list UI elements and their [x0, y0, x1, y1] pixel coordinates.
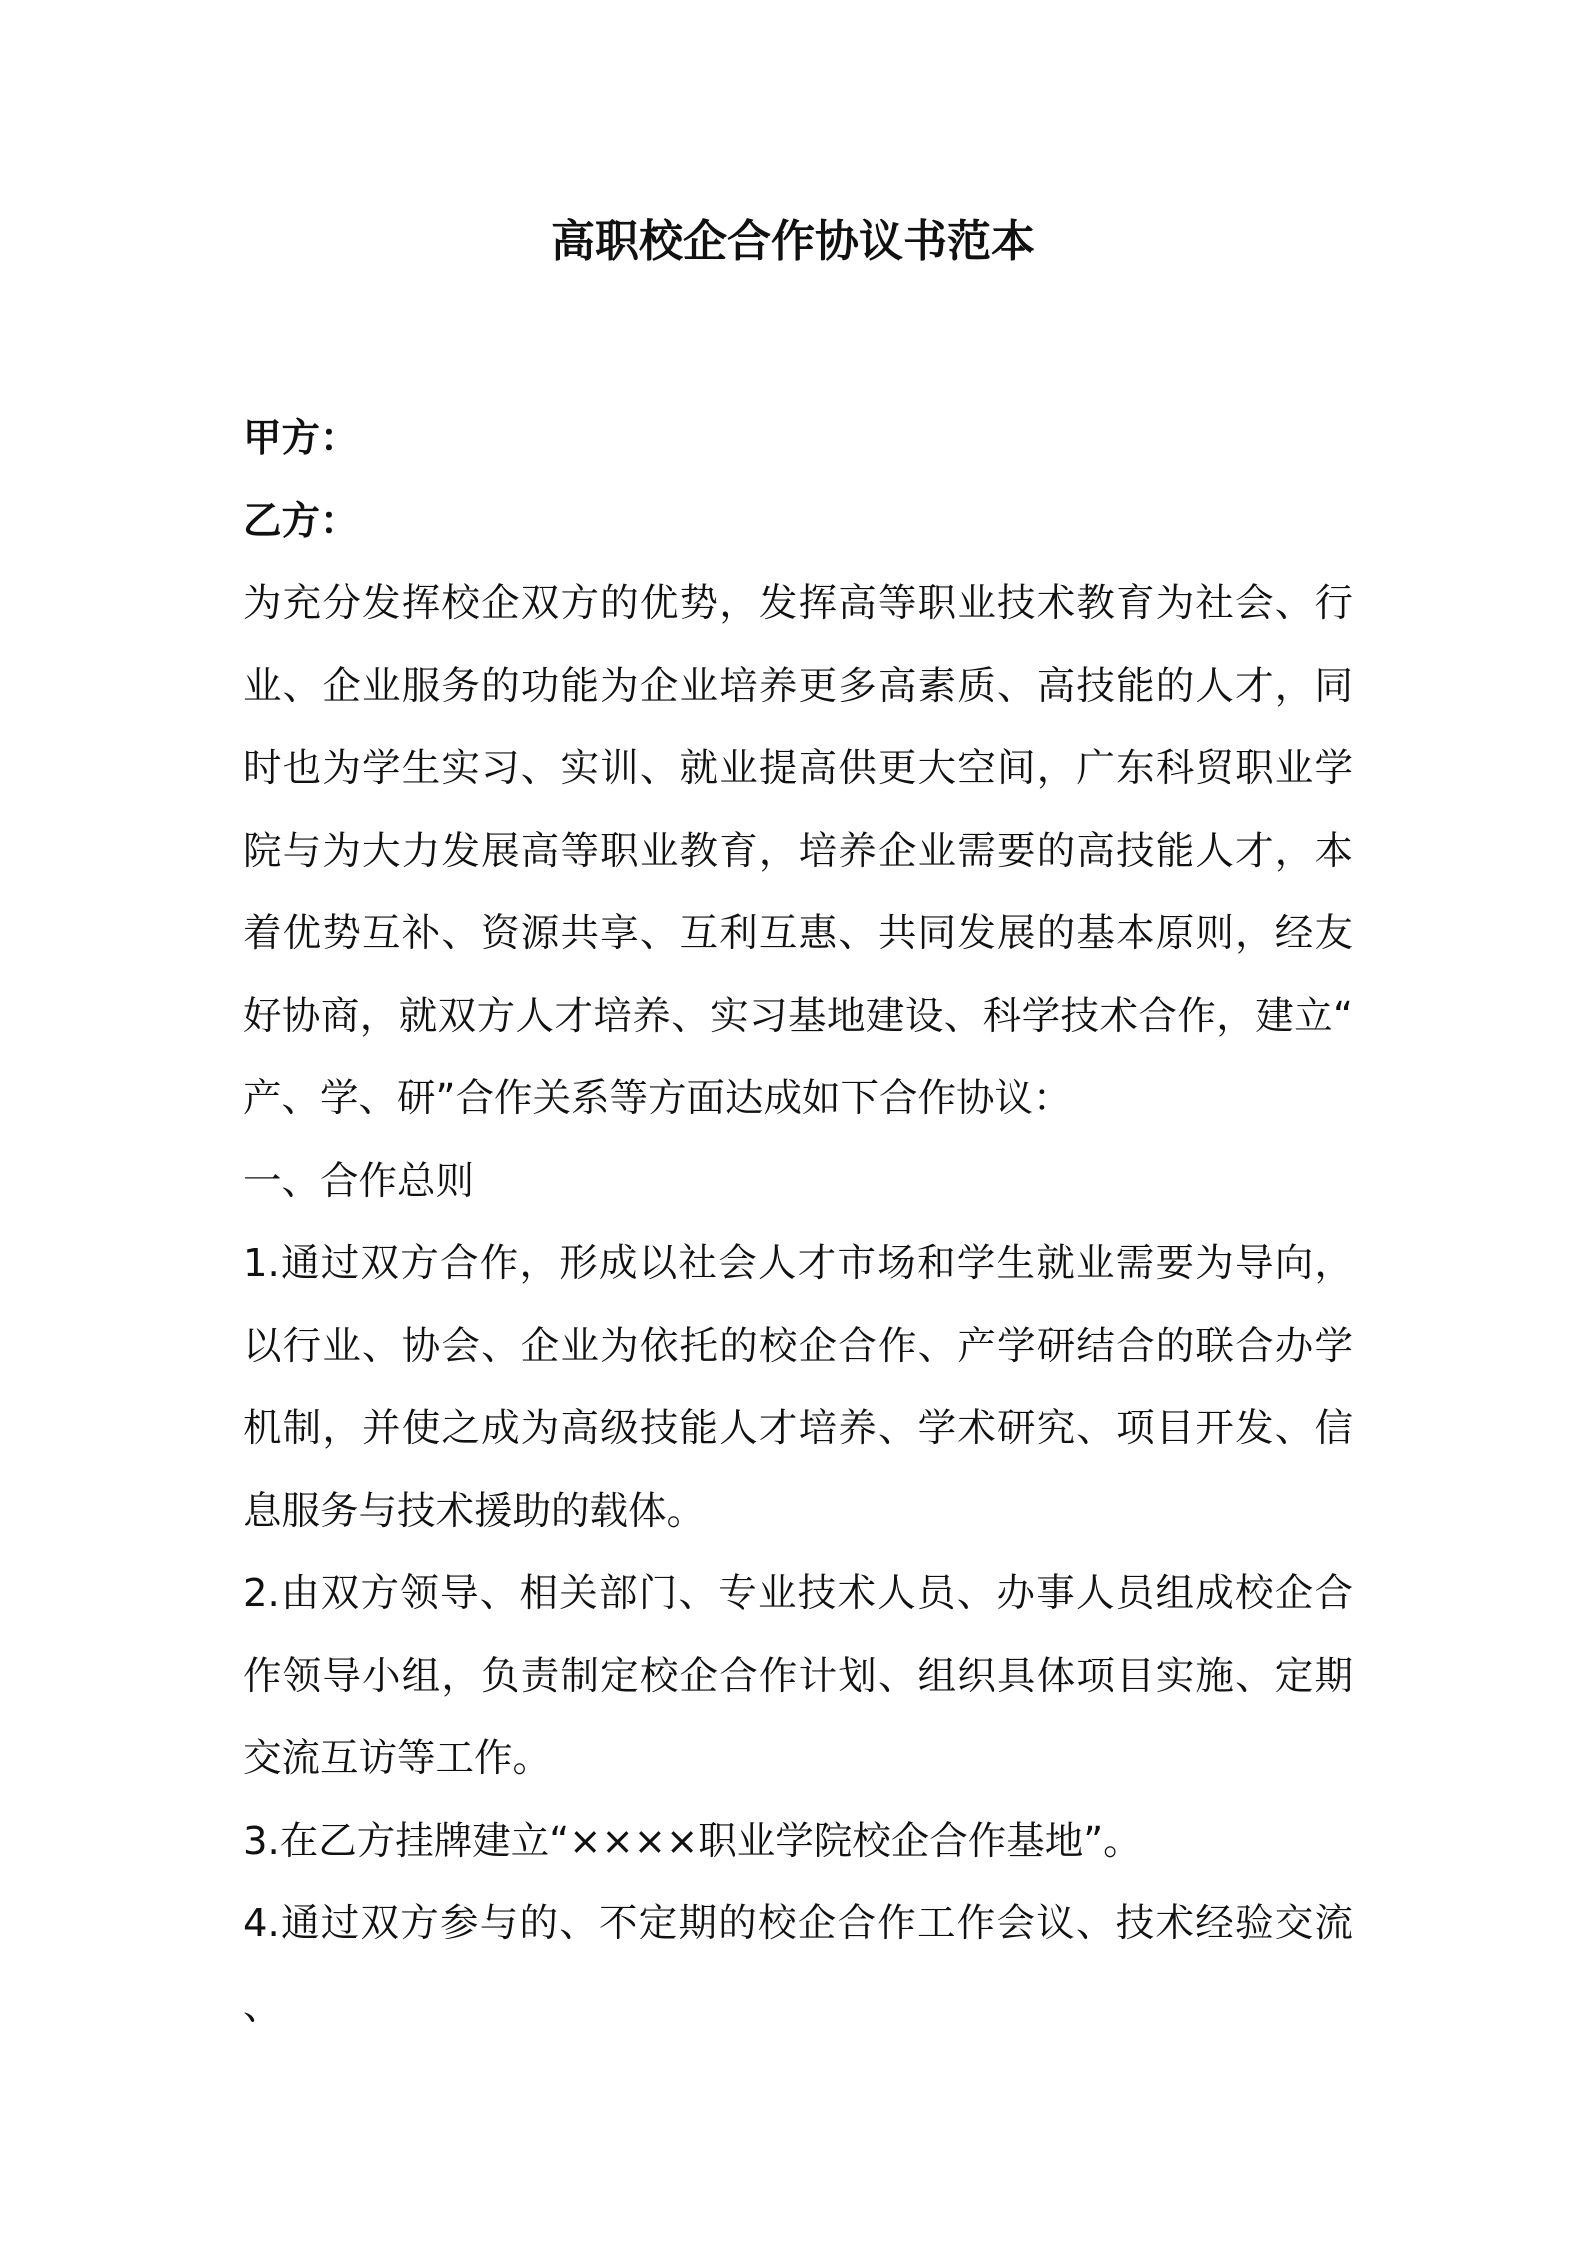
intro-paragraph: 为充分发挥校企双方的优势，发挥高等职业技术教育为社会、行业、企业服务的功能为企业培养更多高素质、高技能的人才，同时也为学生实习、实训、就业提高供更大空间，广东科贸职业学院与为大力发展高等职业教育，培养企业需要的高技能人才，本着优势互补、资源共享、互利互惠、共同发展的基本原则，经友好协商，就双方人才培养、实习基地建设、科学技术合作，建立“产、学、研”合作关系等方面达成如下合作协议： — [243, 581, 1353, 1121]
document-title: 高职校企合作协议书范本 — [551, 216, 1035, 267]
clause-1: 1.通过双方合作，形成以社会人才市场和学生就业需要为导向，以行业、协会、企业为依托的校企合作、产学研结合的联合办学机制，并使之成为高级技能人才培养、学术研究、项目开发、信息服务与技术援助的载体。 — [243, 1241, 1353, 1534]
party-b-label: 乙方： — [243, 498, 359, 544]
document-body — [243, 398, 1353, 2048]
section-heading: 一、合作总则 — [243, 1158, 475, 1204]
clause-2: 2.由双方领导、相关部门、专业技术人员、办事人员组成校企合作领导小组，负责制定校企合作计划、组织具体项目实施、定期交流互访等工作。 — [243, 1571, 1353, 1781]
party-a-label: 甲方： — [243, 416, 359, 461]
clause-3: 3.在乙方挂牌建立“××××职业学院校企合作基地”。 — [243, 1818, 1142, 1864]
clause-4: 4.通过双方参与的、不定期的校企合作工作会议、技术经验交流、 — [243, 1901, 1353, 2029]
